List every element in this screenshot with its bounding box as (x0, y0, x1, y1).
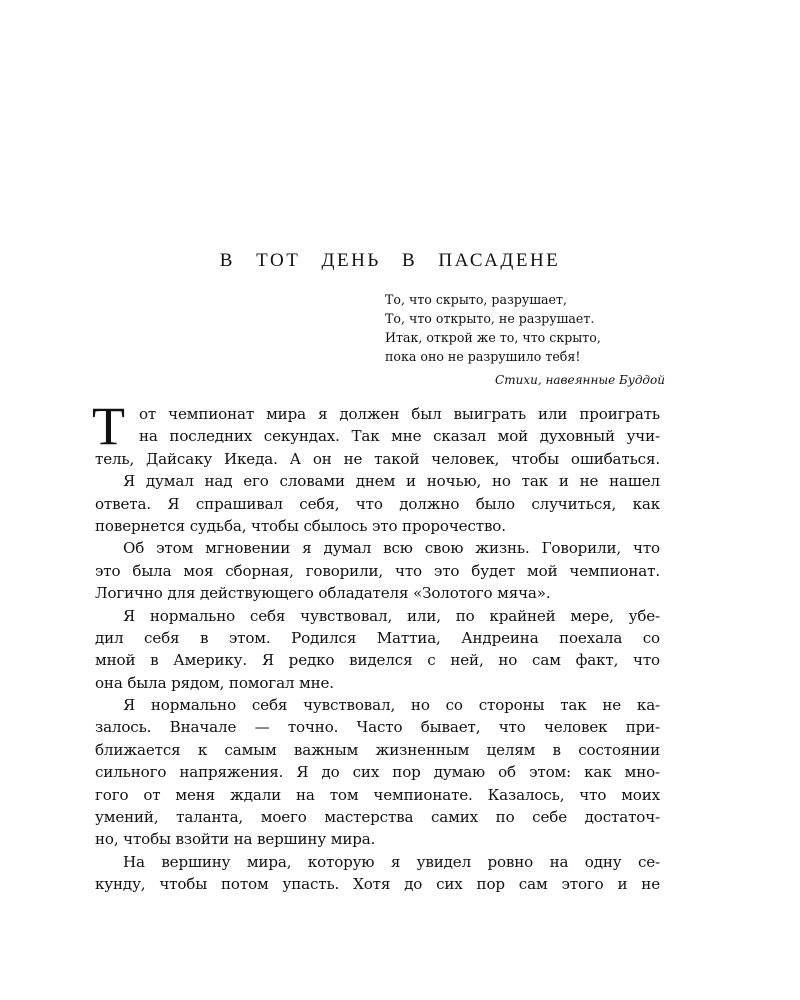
text-line: от чемпионат мира я должен был выиграть или проиграть (139, 405, 660, 423)
text-line: На вершину мира, которую я увидел ровно на одну се- (123, 852, 660, 871)
epigraph-line: То, что скрыто, разрушает, (385, 292, 567, 307)
epigraph (385, 290, 665, 390)
text-line: дил себя в этом. Родился Маттиа, Андреина поехала со (95, 628, 660, 647)
text-line: Я нормально себя чувствовал, но со стороны так не ка- (123, 696, 660, 715)
epigraph-line: То, что открыто, не разрушает. (385, 311, 595, 326)
epigraph-line: Итак, открой же то, что скрыто, (385, 330, 601, 345)
text-line: умений, таланта, моего мастерства самих по себе достаточ- (95, 808, 660, 827)
text-line: повернется судьба, чтобы сбылось это пророчество. (95, 516, 506, 535)
text-line: Я думал над его словами днем и ночью, но так и не нашел (123, 472, 660, 491)
epigraph-line: пока оно не разрушило тебя! (385, 349, 581, 364)
text-line: на последних секундах. Так мне сказал мой духовный учи- (139, 427, 660, 446)
text-line: Я нормально себя чувствовал, или, по крайней мере, убе- (123, 606, 660, 625)
epigraph-source: Стихи, навеянные Буддой (495, 373, 665, 387)
text-line: но, чтобы взойти на вершину мира. (95, 830, 376, 849)
text-line: Логично для действующего обладателя «Золотого мяча». (95, 584, 551, 603)
text-line: ближается к самым важным жизненным целям в состоянии (95, 740, 660, 759)
text-line: тель, Дайсаку Икеда. А он не такой человек, чтобы ошибаться. (95, 449, 660, 468)
text-line: ответа. Я спрашивал себя, что должно было случиться, как (95, 494, 660, 513)
text-line: залось. Вначале — точно. Часто бывает, что человек при- (95, 718, 660, 737)
text-line: сильного напряжения. Я до сих пор думаю об этом: как мно- (95, 763, 660, 782)
text-line: она была рядом, помогал мне. (95, 673, 334, 692)
body-text (92, 396, 660, 896)
chapter-title: в тот день в пасадене (219, 242, 561, 272)
text-line: Об этом мгновении я думал всю свою жизнь. Говорили, что (123, 539, 660, 558)
text-line: мной в Америку. Я редко виделся с ней, но сам факт, что (95, 651, 660, 670)
text-line: это была моя сборная, говорили, что это будет мой чемпионат. (95, 561, 660, 580)
text-line: гого от меня ждали на том чемпионате. Казалось, что моих (95, 785, 660, 804)
text-line: кунду, чтобы потом упасть. Хотя до сих пор сам этого и не (95, 875, 660, 894)
drop-cap: Т (92, 396, 125, 456)
